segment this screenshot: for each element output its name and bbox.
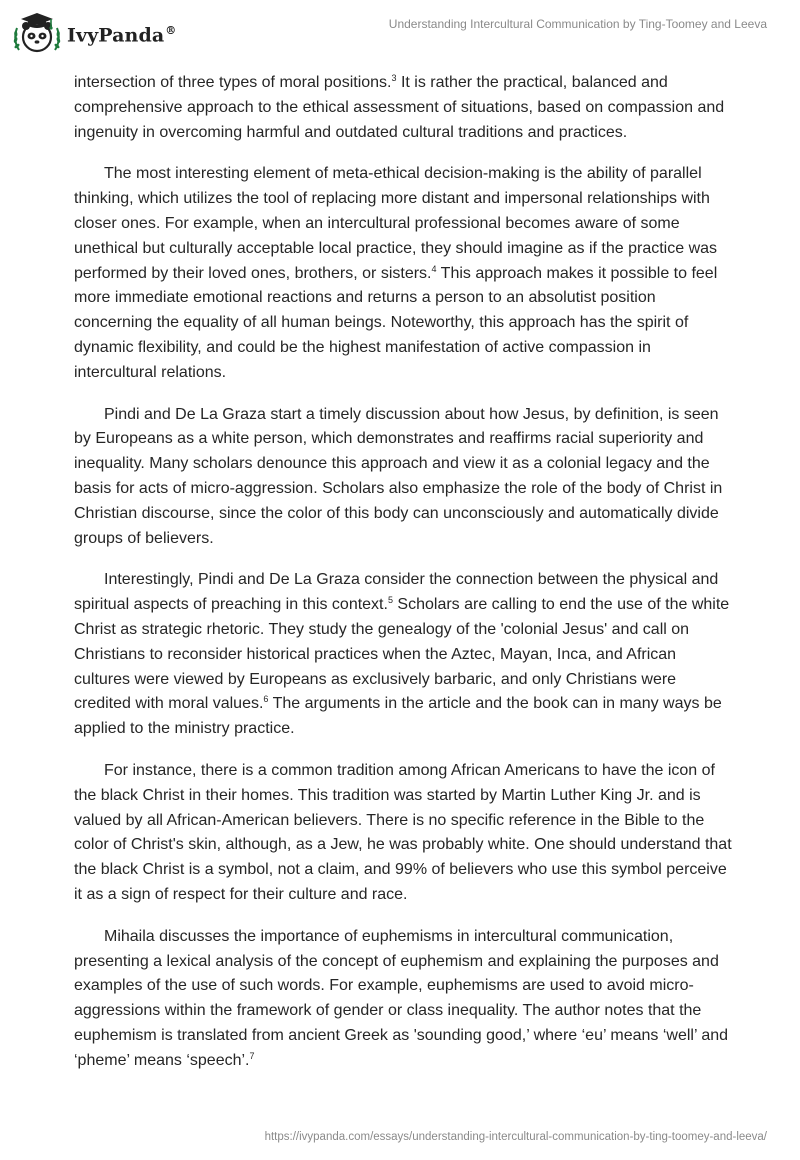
paragraph	[74, 925, 734, 1074]
paragraph-text: It is rather the practical, balanced and comprehensive approach to the ethical assessment of situations, based on compassion and ingenuity in overcoming harmful and outdated cultural traditions and practices.	[74, 74, 725, 141]
footnote-ref[interactable]: 6	[263, 694, 269, 705]
essay-body	[74, 71, 734, 1090]
paragraph	[74, 568, 734, 742]
paragraph	[74, 71, 734, 145]
paragraph	[74, 759, 734, 908]
footnote-ref[interactable]: 3	[391, 73, 397, 83]
page-header	[0, 0, 800, 70]
paragraph	[74, 162, 734, 385]
footnote-ref[interactable]: 5	[387, 595, 393, 606]
paragraph-text: intersection of three types of moral positions.	[74, 74, 392, 91]
paragraph-text: For instance, there is a common tradition among African Americans to have the icon of the black Christ in their homes. This tradition was started by Martin Luther King Jr. and is valued by all African-American believers. There is no specific reference in the Bible to the color of Christ's skin, although, as a Jew, he was probably white. One should understand that the black Christ is a symbol, not a claim, and 99% of believers who use this symbol perceive it as a sign of respect for their culture and race.	[74, 761, 732, 903]
footnote-ref[interactable]: 7	[249, 1050, 255, 1061]
paragraph-text: Mihaila discusses the importance of euphemisms in intercultural communication, presenting a lexical analysis of the concept of euphemism and explaining the purposes and examples of the use of such words. For example, euphemisms are used to avoid micro-aggressions within the framework of gender or class inequality. The author notes that the euphemism is translated from ancient Greek as 'sounding good,’ where ‘eu’ means ‘well’ and ‘pheme’ means ‘speech’.	[74, 927, 729, 1069]
paragraph-text: This approach makes it possible to feel more immediate emotional reactions and returns a person to an absolutist position concerning the equality of all human beings. Noteworthy, this approach has the spirit of dynamic flexibility, and could be the highest manifestation of active compassion in intercultural relations.	[74, 264, 718, 381]
panda-graduate-icon	[13, 10, 65, 56]
paragraph-text: Pindi and De La Graza start a timely discussion about how Jesus, by definition, is seen by Europeans as a white person, which demonstrates and reaffirms racial superiority and inequality. Many scholars denounce this approach and view it as a colonial legacy and the basis for acts of micro-aggression. Scholars also emphasize the role of the body of Christ in Christian discourse, since the color of this body can unconsciously and automatically divide groups of believers.	[74, 405, 723, 547]
footnote-ref[interactable]: 4	[431, 263, 437, 274]
registered-mark: ®	[165, 23, 177, 37]
source-url[interactable]: https://ivypanda.com/essays/understanding-intercultural-communication-by-ting-toomey-and-leeva/	[264, 1131, 767, 1143]
paragraph-text: The most interesting element of meta-ethical decision-making is the ability of parallel thinking, which utilizes the tool of replacing more distant and impersonal relationships with closer ones. For example, when an intercultural professional becomes aware of some unethical but culturally acceptable local practice, they should imagine as if the practice was performed by their loved ones, brothers, or sisters.	[74, 165, 718, 282]
document-title: Understanding Intercultural Communication by Ting-Toomey and Leeva	[388, 17, 767, 31]
brand-name	[67, 24, 176, 46]
paragraph-text: The arguments in the article and the book can in many ways be applied to the ministry practice.	[74, 695, 722, 738]
paragraph-text: Interestingly, Pindi and De La Graza consider the connection between the physical and spiritual aspects of preaching in this context.	[74, 571, 719, 614]
paragraph-text: Scholars are calling to end the use of the white Christ as strategic rhetoric. They study the genealogy of the 'colonial Jesus' and call on Christians to reconsider historical practices when the Aztec, Mayan, Inca, and African cultures were viewed by Europeans as exclusively barbaric, and only Christians were credited with moral values.	[74, 596, 730, 713]
ivypanda-logo[interactable]	[13, 10, 176, 56]
paragraph	[74, 403, 734, 552]
brand-name-text: IvyPanda	[67, 24, 165, 47]
